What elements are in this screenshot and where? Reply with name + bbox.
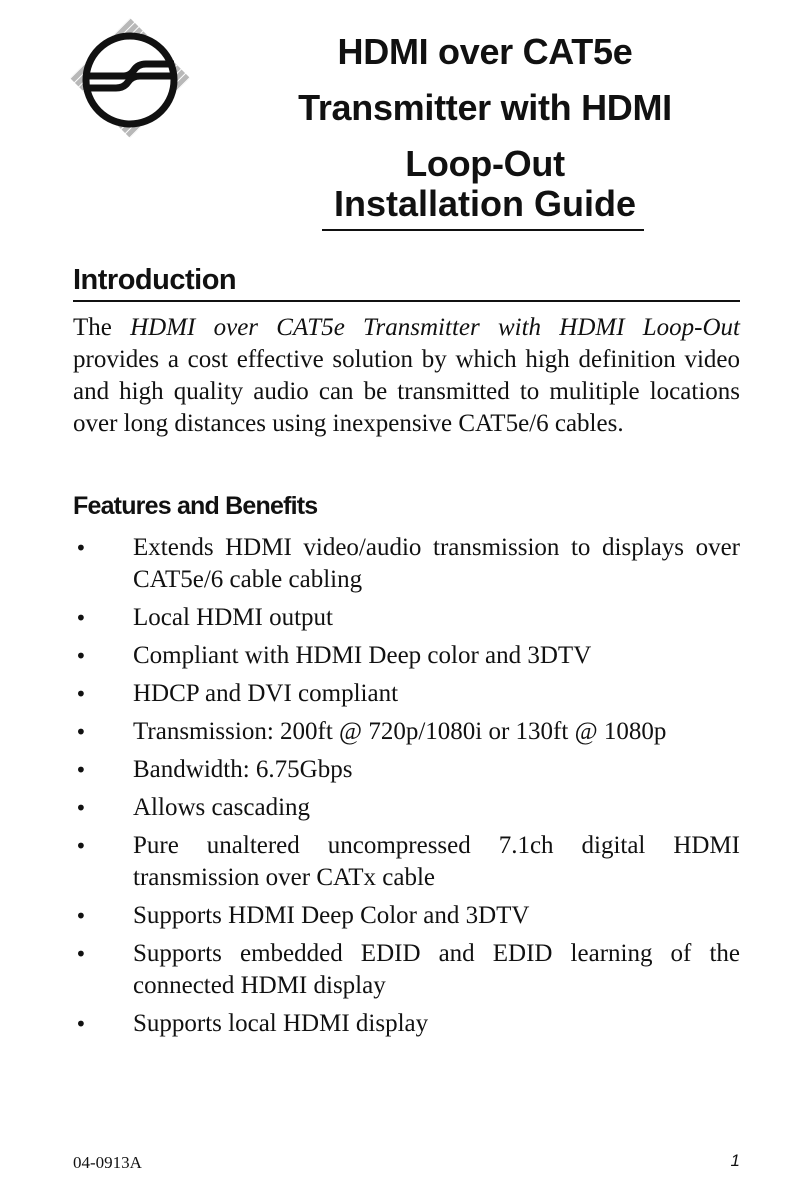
- title-line-1: HDMI over CAT5e: [337, 31, 633, 72]
- introduction-paragraph: [73, 312, 740, 440]
- document-code: 04-0913A: [73, 1153, 142, 1172]
- list-item-text: Allows cascading: [133, 794, 311, 821]
- title-line-2: Transmitter with HDMI: [298, 87, 672, 128]
- list-item: [73, 602, 740, 634]
- title-line-3: Loop-Out: [405, 143, 565, 184]
- introduction-heading: Introduction: [73, 264, 237, 296]
- list-item: [73, 640, 740, 672]
- list-item: [73, 716, 740, 748]
- bullet-icon: •: [75, 1012, 87, 1036]
- siig-logo-icon: [66, 14, 194, 142]
- intro-lead: The: [73, 314, 131, 341]
- list-item-text: Transmission: 200ft @ 720p/1080i or 130ft @ 1080p: [133, 718, 667, 745]
- list-item: [73, 900, 740, 932]
- product-name: HDMI over CAT5e Transmitter with HDMI Loop-Out: [130, 314, 740, 341]
- features-list: [73, 532, 740, 1046]
- list-item: [73, 1008, 740, 1040]
- list-item-text: Compliant with HDMI Deep color and 3DTV: [133, 642, 592, 669]
- bullet-icon: •: [75, 682, 87, 706]
- list-item: [73, 678, 740, 710]
- list-item-text: Pure unaltered uncompressed 7.1ch digital HDMI transmission over CATx cable: [133, 832, 740, 891]
- bullet-icon: •: [75, 758, 87, 782]
- list-item: [73, 754, 740, 786]
- list-item-text: HDCP and DVI compliant: [133, 680, 399, 707]
- features-heading: Features and Benefits: [73, 492, 318, 520]
- bullet-icon: •: [75, 720, 87, 744]
- bullet-icon: •: [75, 904, 87, 928]
- list-item-text: Bandwidth: 6.75Gbps: [133, 756, 353, 783]
- subtitle-underline: [322, 229, 644, 231]
- bullet-icon: •: [75, 644, 87, 668]
- intro-body: provides a cost effective solution by which high definition video and high quality audio can be transmitted to mulitiple locations over long distances using inexpensive CAT5e/6 cables.: [73, 346, 740, 437]
- document-subtitle: Installation Guide: [333, 183, 637, 224]
- page-number: 1: [730, 1151, 740, 1170]
- bullet-icon: •: [75, 796, 87, 820]
- bullet-icon: •: [75, 536, 87, 560]
- bullet-icon: •: [75, 942, 87, 966]
- list-item-text: Local HDMI output: [133, 604, 333, 631]
- document-title: [250, 24, 720, 192]
- list-item-text: Supports HDMI Deep Color and 3DTV: [133, 902, 530, 929]
- list-item-text: Supports local HDMI display: [133, 1010, 429, 1037]
- bullet-icon: •: [75, 606, 87, 630]
- list-item: [73, 792, 740, 824]
- introduction-divider: [73, 300, 740, 302]
- bullet-icon: •: [75, 834, 87, 858]
- list-item: [73, 532, 740, 596]
- list-item: [73, 938, 740, 1002]
- list-item: [73, 830, 740, 894]
- list-item-text: Extends HDMI video/audio transmission to displays over CAT5e/6 cable cabling: [133, 534, 740, 593]
- list-item-text: Supports embedded EDID and EDID learning of the connected HDMI display: [133, 940, 740, 999]
